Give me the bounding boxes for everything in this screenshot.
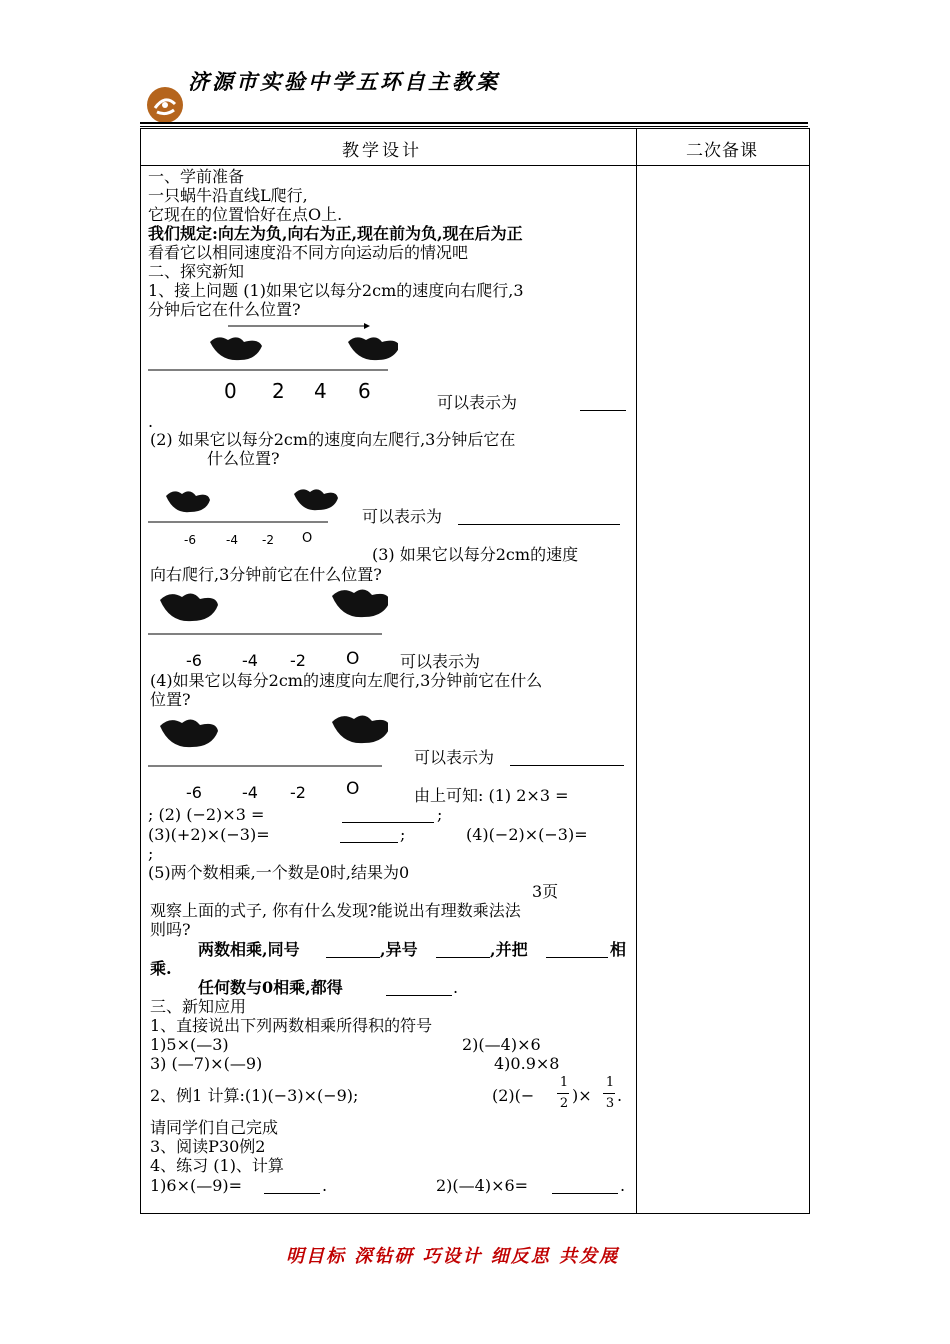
school-logo (146, 86, 184, 124)
law-text: 两数相乘,同号 (198, 940, 300, 959)
example-1: 2、例1 计算:(1)(−3)×(−9); (150, 1086, 359, 1105)
exercise-item: 3) (—7)×(—9) (150, 1054, 263, 1073)
semicolon: ; (400, 825, 406, 844)
question-3: (3) 如果它以每分2cm的速度 (372, 545, 579, 564)
dot: . (148, 412, 154, 431)
answer-blank (436, 943, 490, 958)
column-header-design: 教学设计 (342, 141, 422, 161)
example-1-part3: )× (572, 1086, 592, 1105)
snail-icon (210, 337, 262, 360)
fraction-numerator: 1 (559, 1075, 569, 1090)
practice-item: 2)(—4)×6= (436, 1176, 529, 1195)
tick-label: -6 (184, 533, 196, 547)
tick-label: 2 (272, 379, 285, 403)
law-text: ,并把 (490, 940, 528, 959)
section-2-title: 二、探究新知 (148, 262, 245, 281)
tick-label: 6 (358, 379, 371, 403)
number-line-figure-3 (148, 586, 388, 672)
dot: . (453, 978, 459, 997)
fraction-denominator: 3 (605, 1096, 615, 1111)
answer-blank (342, 808, 434, 823)
text-line: 它现在的位置恰好在点O上. (148, 205, 343, 224)
header-rule (140, 122, 808, 124)
summary-line: (4)(−2)×(−3)= (466, 825, 588, 844)
answer-blank (510, 751, 624, 766)
practice-title: 4、练习 (1)、计算 (150, 1156, 284, 1175)
summary-line: ; (2) (−2)×3 = (148, 805, 265, 824)
fraction-bar (603, 1093, 615, 1094)
snail-icon (348, 337, 398, 360)
text-line: 3、阅读P30例2 (150, 1137, 266, 1156)
tick-label: -6 (186, 651, 202, 670)
practice-item: 1)6×(—9)= (150, 1176, 243, 1195)
expression-label: 可以表示为 (400, 652, 481, 671)
number-line-figure-1 (148, 320, 398, 405)
sign-rule: 我们规定:向左为负,向右为正,现在前为负,现在后为正 (148, 224, 523, 243)
question-1-cont: 分钟后它在什么位置? (148, 300, 301, 319)
tick-label: O (302, 531, 313, 546)
arrow-head (364, 323, 370, 329)
text-line: 请同学们自己完成 (150, 1118, 279, 1137)
answer-blank (264, 1179, 320, 1194)
question-1: 1、接上问题 (1)如果它以每分2cm的速度向右爬行,3 (148, 281, 524, 300)
text-line: 1、直接说出下列两数相乘所得积的符号 (150, 1016, 433, 1035)
tick-label: -4 (242, 783, 258, 802)
exercise-item: 2)(—4)×6 (462, 1035, 541, 1054)
snail-icon (294, 489, 338, 510)
exercise-item: 1)5×(—3) (150, 1035, 229, 1054)
dot: . (620, 1176, 626, 1195)
expression-label: 可以表示为 (414, 748, 495, 767)
page-number: 3页 (532, 882, 559, 901)
tick-label: -2 (290, 783, 306, 802)
snail-icon (166, 491, 210, 512)
answer-blank (458, 510, 620, 525)
semicolon: ; (148, 844, 154, 863)
header-row-divider (140, 165, 810, 166)
law-text: ,异号 (380, 940, 418, 959)
text-line: 看看它以相同速度沿不同方向运动后的情况吧 (148, 243, 469, 262)
answer-blank (546, 943, 608, 958)
observe-question: 观察上面的式子, 你有什么发现?能说出有理数乘法法 (150, 901, 521, 920)
text-line: 一只蜗牛沿直线L爬行, (148, 186, 308, 205)
dot: . (322, 1176, 328, 1195)
tick-label: -4 (226, 533, 238, 547)
summary-line: (5)两个数相乘,一个数是0时,结果为0 (148, 863, 410, 882)
tick-label: 0 (224, 379, 237, 403)
school-header-title: 济源市实验中学五环自主教案 (188, 69, 500, 94)
fraction-numerator: 1 (605, 1075, 615, 1090)
header-rule-thin (140, 126, 808, 127)
snail-icon (332, 589, 388, 617)
semicolon: ; (437, 805, 443, 824)
summary-line: 由上可知: (1) 2×3 = (414, 786, 569, 805)
observe-question-cont: 则吗? (150, 920, 191, 939)
law-text: 相 (610, 940, 627, 959)
question-3-cont: 向右爬行,3分钟前它在什么位置? (150, 565, 382, 584)
answer-blank (386, 981, 452, 996)
number-line-figure-2 (148, 484, 348, 550)
question-4-cont: 位置? (150, 690, 191, 709)
snail-icon (160, 593, 218, 621)
tick-label: O (346, 649, 360, 669)
column-divider (636, 128, 637, 1214)
question-2-cont: 什么位置? (207, 449, 280, 468)
fraction-denominator: 2 (559, 1096, 569, 1111)
answer-blank (326, 943, 380, 958)
exercise-item: 4)0.9×8 (494, 1054, 560, 1073)
question-2: (2) 如果它以每分2cm的速度向左爬行,3分钟后它在 (150, 430, 516, 449)
law-text: 乘. (150, 959, 172, 978)
column-header-notes: 二次备课 (686, 141, 758, 161)
snail-icon (332, 715, 388, 743)
tick-label: O (346, 779, 360, 799)
expression-label: 可以表示为 (437, 393, 518, 412)
section-3-title: 三、新知应用 (150, 997, 247, 1016)
snail-icon (160, 719, 218, 747)
law-text: 任何数与0相乘,都得 (198, 978, 343, 997)
footer-motto: 明目标 深钻研 巧设计 细反思 共发展 (286, 1246, 620, 1267)
tick-label: 4 (314, 379, 327, 403)
tick-label: -2 (290, 651, 306, 670)
answer-blank (580, 396, 626, 411)
tick-label: -6 (186, 783, 202, 802)
expression-label: 可以表示为 (362, 507, 443, 526)
question-4: (4)如果它以每分2cm的速度向左爬行,3分钟前它在什么 (150, 671, 543, 690)
tick-label: -4 (242, 651, 258, 670)
dot: . (617, 1086, 623, 1105)
fraction-bar (557, 1093, 569, 1094)
tick-label: -2 (262, 533, 274, 547)
answer-blank (340, 828, 398, 843)
example-1-part2: (2)(− (492, 1086, 535, 1105)
section-1-title: 一、学前准备 (148, 167, 245, 186)
summary-line: (3)(+2)×(−3)= (148, 825, 270, 844)
answer-blank (552, 1179, 618, 1194)
number-line-figure-4 (148, 712, 388, 802)
